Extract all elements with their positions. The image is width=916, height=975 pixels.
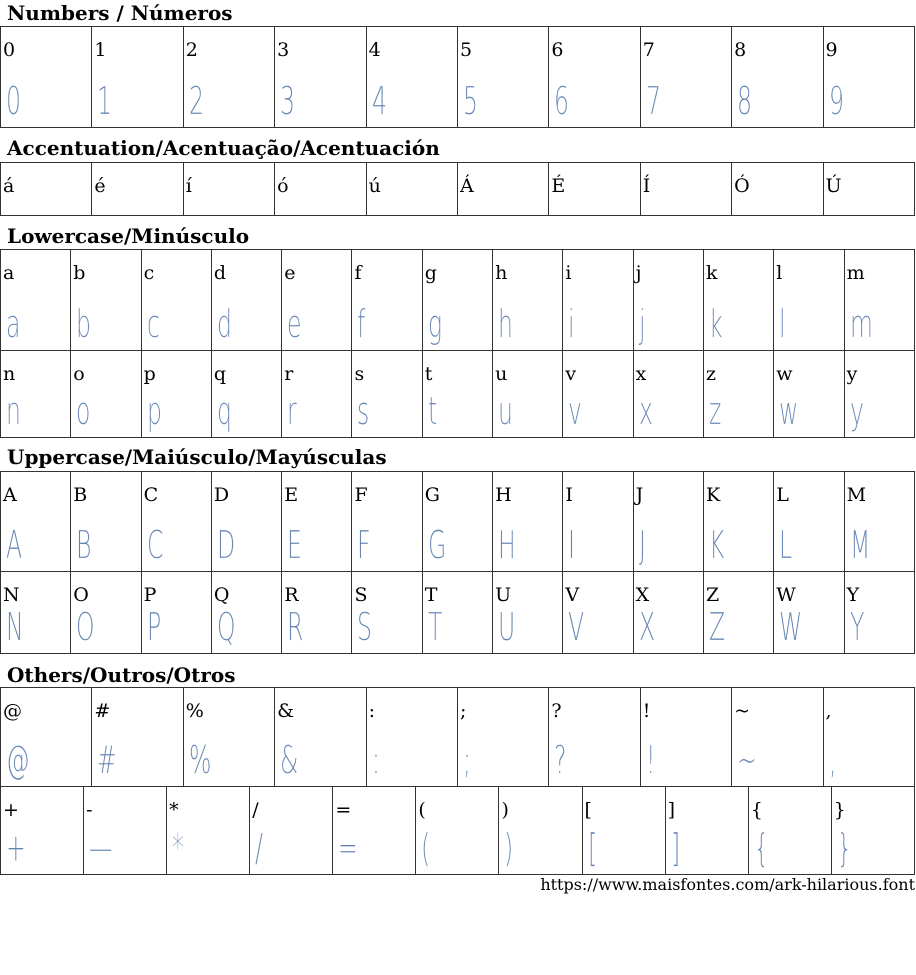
glyph-cell	[183, 27, 274, 128]
accentuation-glyph-grid	[0, 162, 915, 216]
glyph-cell	[211, 472, 281, 572]
glyph-preview: w	[779, 389, 799, 433]
glyph-label: K	[705, 484, 721, 506]
glyph-preview: 7	[645, 79, 661, 123]
uppercase-glyph-grid	[0, 471, 915, 572]
glyph-label: =	[335, 799, 352, 821]
glyph-row	[1, 787, 915, 875]
glyph-cell	[703, 472, 773, 572]
glyph-cell	[549, 163, 640, 216]
glyph-preview: S	[357, 605, 373, 649]
glyph-label: T	[424, 584, 438, 606]
glyph-preview: #	[97, 738, 118, 782]
glyph-cell	[352, 250, 422, 351]
glyph-preview: i	[568, 302, 575, 346]
glyph-label: }	[833, 799, 846, 821]
glyph-label: U	[495, 584, 512, 606]
glyph-cell	[1, 163, 92, 216]
glyph-row	[1, 250, 915, 351]
glyph-preview: G	[427, 523, 447, 567]
glyph-preview: ,	[828, 738, 837, 782]
glyph-label: u	[495, 363, 508, 385]
glyph-preview: Q	[216, 605, 236, 649]
glyph-label: k	[705, 262, 718, 284]
glyph-cell	[493, 250, 563, 351]
glyph-row	[1, 572, 915, 654]
glyph-label: l	[776, 262, 783, 284]
glyph-cell	[141, 472, 211, 572]
glyph-cell	[422, 250, 492, 351]
glyph-label: í	[185, 175, 192, 197]
glyph-label: ?	[551, 700, 562, 722]
glyph-cell	[422, 572, 492, 654]
glyph-preview: F	[357, 523, 372, 567]
glyph-label: W	[776, 584, 796, 606]
glyph-preview: W	[779, 605, 803, 649]
glyph-cell	[844, 351, 914, 438]
glyph-preview: —	[89, 826, 113, 870]
uppercase-section-title: Uppercase/Maiúsculo/Mayúsculas	[7, 445, 387, 469]
glyph-cell	[563, 572, 633, 654]
glyph-cell	[633, 472, 703, 572]
glyph-cell	[71, 250, 141, 351]
glyph-preview: D	[216, 523, 236, 567]
glyph-cell	[844, 472, 914, 572]
glyph-preview: m	[849, 302, 873, 346]
glyph-label: r	[284, 363, 294, 385]
glyph-cell	[211, 572, 281, 654]
glyph-label: N	[3, 584, 20, 606]
glyph-label: E	[284, 484, 299, 506]
glyph-label: g	[424, 262, 437, 284]
glyph-preview: k	[708, 302, 723, 346]
glyph-preview: N	[6, 605, 24, 649]
glyph-preview: h	[498, 302, 514, 346]
glyph-preview: R	[287, 605, 304, 649]
glyph-label: 8	[734, 39, 747, 61]
glyph-preview: [	[587, 826, 597, 870]
others-glyph-grid	[0, 786, 915, 875]
glyph-preview: :	[371, 738, 380, 782]
glyph-label: c	[143, 262, 155, 284]
glyph-preview: %	[188, 738, 212, 782]
glyph-cell	[563, 351, 633, 438]
glyph-preview: {	[753, 826, 769, 870]
glyph-cell	[582, 787, 665, 875]
glyph-cell	[823, 27, 914, 128]
glyph-preview: 3	[280, 79, 296, 123]
glyph-preview: @	[6, 738, 30, 782]
glyph-cell	[422, 472, 492, 572]
glyph-label: Y	[846, 584, 860, 606]
glyph-label: @	[3, 700, 22, 722]
glyph-preview: c	[146, 302, 160, 346]
glyph-preview: J	[638, 523, 646, 567]
glyph-preview: O	[76, 605, 95, 649]
glyph-preview: H	[498, 523, 516, 567]
glyph-preview: L	[779, 523, 793, 567]
glyph-preview: 4	[371, 79, 387, 123]
glyph-preview: P	[146, 605, 161, 649]
glyph-preview: u	[498, 389, 514, 433]
glyph-preview: f	[357, 302, 366, 346]
glyph-label: L	[776, 484, 789, 506]
glyph-cell	[774, 472, 844, 572]
glyph-cell	[84, 787, 167, 875]
glyph-label: o	[73, 363, 85, 385]
glyph-label: ]	[667, 799, 676, 821]
glyph-label: /	[252, 799, 259, 821]
glyph-preview: &	[280, 738, 299, 782]
glyph-preview: 1	[97, 79, 113, 123]
glyph-cell	[549, 27, 640, 128]
glyph-cell	[275, 688, 366, 787]
glyph-label: B	[73, 484, 88, 506]
glyph-label: w	[776, 363, 793, 385]
lowercase-glyph-grid	[0, 249, 915, 351]
numbers-glyph-grid	[0, 26, 915, 128]
glyph-label: x	[635, 363, 647, 385]
glyph-label: Q	[213, 584, 230, 606]
glyph-cell	[1, 472, 71, 572]
glyph-label: t	[424, 363, 433, 385]
glyph-label: i	[565, 262, 572, 284]
glyph-label: F	[354, 484, 368, 506]
glyph-preview: }	[836, 826, 852, 870]
glyph-label: +	[3, 799, 19, 821]
glyph-row	[1, 163, 915, 216]
glyph-cell	[275, 163, 366, 216]
glyph-label: é	[94, 175, 106, 197]
glyph-cell	[732, 27, 823, 128]
glyph-label: h	[495, 262, 508, 284]
glyph-cell	[366, 163, 457, 216]
glyph-preview: V	[568, 605, 585, 649]
glyph-cell	[703, 351, 773, 438]
glyph-label: f	[354, 262, 362, 284]
glyph-preview: (	[421, 826, 431, 870]
glyph-label: 2	[185, 39, 198, 61]
glyph-cell	[282, 572, 352, 654]
glyph-cell	[416, 787, 499, 875]
glyph-preview: e	[287, 302, 302, 346]
glyph-cell	[1, 351, 71, 438]
glyph-cell	[703, 572, 773, 654]
glyph-label: n	[3, 363, 16, 385]
glyph-row	[1, 688, 915, 787]
glyph-label: {	[750, 799, 763, 821]
glyph-label: (	[418, 799, 426, 821]
glyph-label: V	[565, 584, 580, 606]
glyph-label: X	[635, 584, 650, 606]
glyph-label: P	[143, 584, 157, 606]
glyph-label: 7	[642, 39, 655, 61]
glyph-label: z	[705, 363, 716, 385]
glyph-preview: y	[849, 389, 864, 433]
glyph-label: I	[565, 484, 573, 506]
glyph-label: 1	[94, 39, 107, 61]
glyph-preview: g	[427, 302, 442, 346]
glyph-label: Z	[705, 584, 720, 606]
glyph-label: p	[143, 363, 156, 385]
glyph-cell	[282, 472, 352, 572]
glyph-label: S	[354, 584, 368, 606]
glyph-preview: l	[779, 302, 786, 346]
accentuation-section-title: Accentuation/Acentuação/Acentuación	[7, 136, 440, 160]
glyph-label: q	[213, 363, 227, 385]
glyph-preview: M	[849, 523, 870, 567]
glyph-cell	[457, 688, 548, 787]
glyph-label: 9	[825, 39, 838, 61]
glyph-label: e	[284, 262, 296, 284]
glyph-label: 6	[551, 39, 564, 61]
glyph-cell	[141, 351, 211, 438]
glyph-cell	[1, 27, 92, 128]
glyph-label: s	[354, 363, 365, 385]
glyph-label: j	[635, 262, 642, 284]
glyph-label: &	[277, 700, 295, 722]
glyph-label: H	[495, 484, 512, 506]
source-url-link[interactable]: https://www.maisfontes.com/ark-hilarious.font	[540, 875, 915, 894]
glyph-cell	[774, 572, 844, 654]
glyph-preview: A	[6, 523, 23, 567]
glyph-label: b	[73, 262, 86, 284]
glyph-cell	[633, 351, 703, 438]
glyph-cell	[183, 688, 274, 787]
glyph-label: [	[584, 799, 592, 821]
glyph-cell	[422, 351, 492, 438]
glyph-preview: Z	[708, 605, 726, 649]
glyph-preview: z	[708, 389, 722, 433]
glyph-label: ;	[459, 700, 467, 722]
glyph-cell	[703, 250, 773, 351]
glyph-label: Í	[642, 175, 651, 197]
glyph-preview: 5	[462, 79, 478, 123]
glyph-cell	[366, 27, 457, 128]
glyph-label: :	[368, 700, 375, 722]
glyph-preview: !	[645, 738, 656, 782]
glyph-preview: x	[638, 389, 653, 433]
glyph-cell	[732, 688, 823, 787]
glyph-label: )	[501, 799, 509, 821]
glyph-preview: T	[427, 605, 443, 649]
glyph-label: -	[86, 799, 93, 821]
glyph-preview: C	[146, 523, 164, 567]
glyph-cell	[563, 250, 633, 351]
glyph-label: Ó	[734, 175, 750, 197]
glyph-preview: ?	[554, 738, 567, 782]
glyph-label: m	[846, 262, 865, 284]
glyph-preview: r	[287, 389, 297, 433]
glyph-preview: v	[568, 389, 583, 433]
others-glyph-grid	[0, 687, 915, 787]
glyph-cell	[92, 27, 183, 128]
glyph-label: y	[846, 363, 858, 385]
glyph-cell	[333, 787, 416, 875]
glyph-label: ú	[368, 175, 381, 197]
glyph-preview: 6	[554, 79, 570, 123]
glyph-cell	[633, 250, 703, 351]
glyph-cell	[250, 787, 333, 875]
glyph-label: 4	[368, 39, 381, 61]
glyph-cell	[1, 250, 71, 351]
glyph-cell	[275, 27, 366, 128]
glyph-cell	[282, 351, 352, 438]
glyph-label: G	[424, 484, 440, 506]
glyph-preview: t	[427, 389, 438, 433]
glyph-cell	[640, 163, 731, 216]
glyph-preview: 9	[828, 79, 844, 123]
glyph-cell	[732, 163, 823, 216]
glyph-cell	[493, 572, 563, 654]
glyph-cell	[633, 572, 703, 654]
glyph-preview: d	[216, 302, 232, 346]
glyph-label: Ú	[825, 175, 842, 197]
glyph-cell	[493, 351, 563, 438]
glyph-preview: E	[287, 523, 303, 567]
glyph-cell	[282, 250, 352, 351]
glyph-label: á	[3, 175, 15, 197]
glyph-preview: q	[216, 389, 232, 433]
glyph-cell	[352, 351, 422, 438]
glyph-preview: )	[504, 826, 514, 870]
lowercase-glyph-grid	[0, 350, 915, 438]
glyph-label: ,	[825, 700, 832, 722]
glyph-label: C	[143, 484, 159, 506]
glyph-cell	[71, 351, 141, 438]
glyph-preview: U	[498, 605, 516, 649]
glyph-cell	[141, 572, 211, 654]
glyph-label: d	[213, 262, 227, 284]
lowercase-section-title: Lowercase/Minúsculo	[7, 224, 250, 248]
glyph-cell	[1, 688, 92, 787]
glyph-cell	[640, 27, 731, 128]
glyph-cell	[183, 163, 274, 216]
glyph-label: *	[169, 799, 179, 821]
glyph-cell	[92, 688, 183, 787]
glyph-preview: s	[357, 389, 370, 433]
glyph-cell	[823, 163, 914, 216]
glyph-cell	[665, 787, 748, 875]
glyph-preview: ~	[737, 738, 757, 782]
glyph-label: a	[3, 262, 15, 284]
glyph-cell	[831, 787, 914, 875]
glyph-cell	[1, 787, 84, 875]
glyph-cell	[457, 163, 548, 216]
glyph-preview: X	[638, 605, 655, 649]
glyph-preview: =	[338, 826, 359, 870]
glyph-preview: 2	[188, 79, 204, 123]
glyph-preview: b	[76, 302, 92, 346]
glyph-preview: I	[568, 523, 576, 567]
uppercase-glyph-grid	[0, 571, 915, 654]
glyph-row	[1, 351, 915, 438]
glyph-cell	[366, 688, 457, 787]
glyph-preview: o	[76, 389, 91, 433]
glyph-cell	[844, 572, 914, 654]
glyph-cell	[640, 688, 731, 787]
glyph-cell	[493, 472, 563, 572]
glyph-cell	[774, 250, 844, 351]
glyph-cell	[823, 688, 914, 787]
glyph-preview: *	[172, 826, 184, 870]
glyph-label: #	[94, 700, 111, 722]
glyph-cell	[141, 250, 211, 351]
glyph-label: R	[284, 584, 299, 606]
glyph-cell	[563, 472, 633, 572]
glyph-preview: +	[6, 826, 26, 870]
glyph-cell	[748, 787, 831, 875]
glyph-label: Á	[459, 175, 474, 197]
glyph-cell	[549, 688, 640, 787]
glyph-cell	[211, 250, 281, 351]
glyph-preview: 8	[737, 79, 753, 123]
glyph-preview: j	[638, 302, 646, 346]
glyph-row	[1, 27, 915, 128]
glyph-preview: p	[146, 389, 162, 433]
glyph-label: v	[565, 363, 577, 385]
glyph-cell	[1, 572, 71, 654]
glyph-preview: a	[6, 302, 21, 346]
glyph-cell	[844, 250, 914, 351]
others-section-title: Others/Outros/Otros	[7, 663, 236, 687]
glyph-cell	[167, 787, 250, 875]
glyph-preview: n	[6, 389, 21, 433]
glyph-preview: ]	[670, 826, 680, 870]
glyph-label: É	[551, 175, 566, 197]
glyph-preview: ;	[462, 738, 471, 782]
glyph-label: 0	[3, 39, 16, 61]
glyph-preview: K	[708, 523, 725, 567]
glyph-row	[1, 472, 915, 572]
glyph-label: M	[846, 484, 867, 506]
glyph-cell	[774, 351, 844, 438]
glyph-label: D	[213, 484, 230, 506]
glyph-preview: 0	[6, 79, 21, 123]
glyph-label: J	[635, 484, 644, 506]
glyph-cell	[211, 351, 281, 438]
glyph-preview: /	[255, 826, 264, 870]
glyph-label: 5	[459, 39, 473, 61]
glyph-label: ó	[277, 175, 289, 197]
glyph-label: %	[185, 700, 204, 722]
glyph-preview: Y	[849, 605, 864, 649]
glyph-cell	[71, 572, 141, 654]
glyph-preview: B	[76, 523, 92, 567]
glyph-cell	[92, 163, 183, 216]
glyph-cell	[499, 787, 582, 875]
glyph-label: O	[73, 584, 89, 606]
glyph-cell	[71, 472, 141, 572]
glyph-label: ~	[734, 700, 751, 722]
glyph-label: A	[3, 484, 17, 506]
glyph-label: 3	[277, 39, 290, 61]
glyph-cell	[352, 572, 422, 654]
glyph-cell	[457, 27, 548, 128]
glyph-label: !	[642, 700, 651, 722]
numbers-section-title: Numbers / Números	[7, 1, 233, 25]
glyph-cell	[352, 472, 422, 572]
